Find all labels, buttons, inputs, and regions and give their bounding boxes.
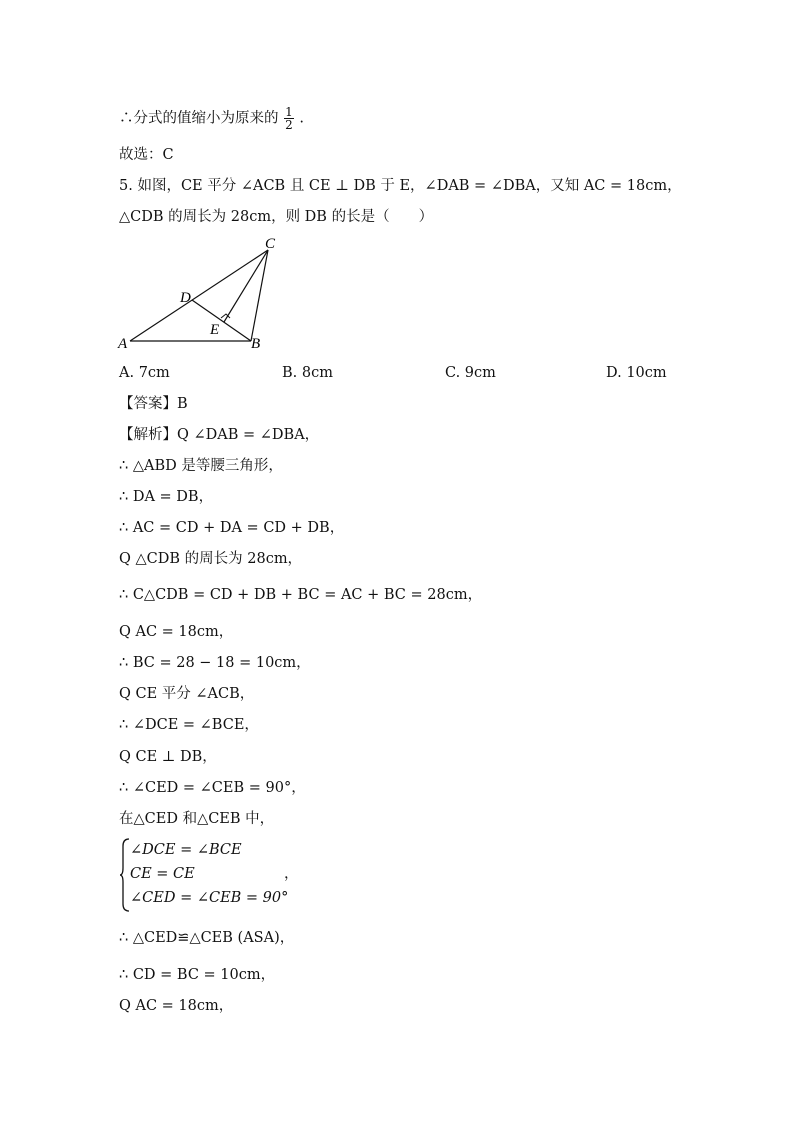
solution-step: Q AC = 18cm， bbox=[119, 624, 234, 640]
label-D: D bbox=[180, 290, 191, 306]
label-E: E bbox=[210, 322, 220, 338]
question-line-2: △CDB 的周长为 28cm，则 DB 的长是（ ） bbox=[119, 209, 434, 225]
label-A: A bbox=[118, 336, 128, 352]
solution-step: ∴ △CED≌△CEB (ASA)， bbox=[119, 930, 295, 946]
question-line-1: 5. 如图，CE 平分 ∠ACB 且 CE ⊥ DB 于 E，∠DAB = ∠DBA，又知 AC = 18cm， bbox=[119, 178, 682, 194]
conclusion-text: ∴分式的值缩小为原来的 bbox=[119, 110, 279, 127]
segment-AC bbox=[130, 250, 268, 341]
system-line-3: ∠CED = ∠CEB = 90° bbox=[130, 890, 289, 906]
option-a[interactable]: A. 7cm bbox=[119, 365, 170, 381]
solution-step: Q △CDB 的周长为 28cm， bbox=[119, 551, 303, 567]
system-line-1: ∠DCE = ∠BCE bbox=[130, 842, 242, 858]
option-d[interactable]: D. 10cm bbox=[606, 365, 667, 381]
solution-step: ∴ △ABD 是等腰三角形， bbox=[119, 458, 283, 474]
solution-step: 在△CED 和△CEB 中， bbox=[119, 811, 275, 827]
solution-step: Q CE ⊥ DB， bbox=[119, 749, 217, 765]
solution-step: 【解析】Q ∠DAB = ∠DBA， bbox=[119, 427, 320, 443]
label-B: B bbox=[251, 336, 261, 352]
solution-step: Q CE 平分 ∠ACB， bbox=[119, 686, 255, 702]
option-c[interactable]: C. 9cm bbox=[445, 365, 496, 381]
segment-DB bbox=[192, 300, 251, 341]
option-b[interactable]: B. 8cm bbox=[282, 365, 333, 381]
solution-step: ∴ CD = BC = 10cm， bbox=[119, 967, 276, 983]
solution-step: ∴ BC = 28 − 18 = 10cm， bbox=[119, 655, 311, 671]
solution-step: ∴ C△CDB = CD + DB + BC = AC + BC = 28cm， bbox=[119, 587, 483, 603]
solution-step: ∴ AC = CD + DA = CD + DB， bbox=[119, 520, 345, 536]
conclusion-line: ∴分式的值缩小为原来的 $\frac{1}{2}$ . bbox=[119, 105, 304, 132]
solution-step: ∴ ∠CED = ∠CEB = 90°， bbox=[119, 780, 306, 796]
system-line-2: CE = CE bbox=[130, 866, 195, 882]
answer-line: 【答案】B bbox=[119, 396, 188, 412]
system-comma: ， bbox=[284, 866, 299, 882]
triangle-figure bbox=[112, 232, 292, 352]
fraction-one-half: $\frac{1}{2}$ bbox=[285, 105, 293, 132]
solution-step: Q AC = 18cm， bbox=[119, 998, 234, 1014]
previous-answer: 故选：C bbox=[119, 147, 174, 163]
label-C: C bbox=[265, 236, 276, 252]
solution-step: ∴ ∠DCE = ∠BCE， bbox=[119, 717, 259, 733]
solution-step: ∴ DA = DB， bbox=[119, 489, 214, 505]
